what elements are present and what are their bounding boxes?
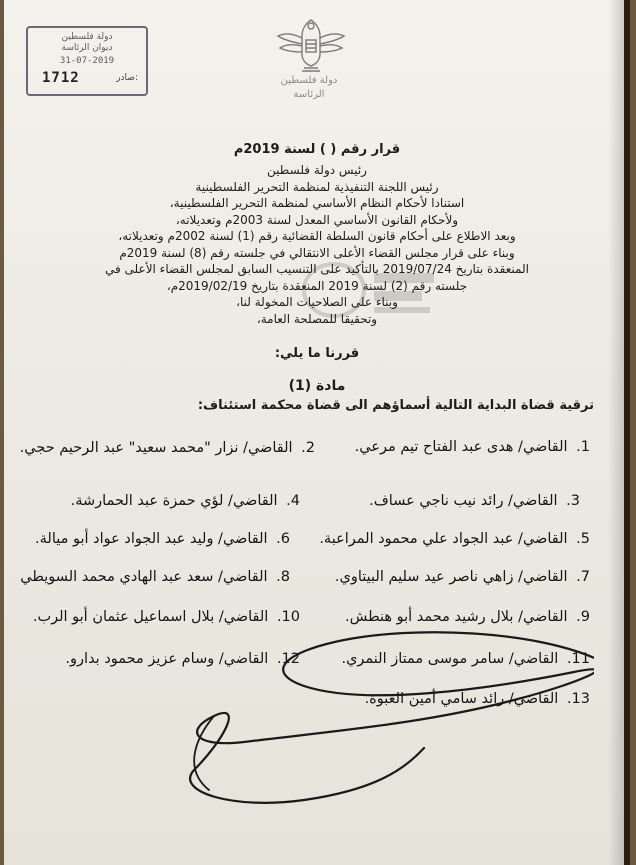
judge-name: القاضي/ هدى عبد الفتاح تيم مرعي. <box>354 439 568 455</box>
list-item <box>20 566 590 602</box>
judge-entry <box>369 490 580 512</box>
reference-stamp <box>26 26 148 96</box>
preamble-line: رئيس دولة فلسطين <box>267 163 367 177</box>
stamp-date: 31-07-2019 <box>59 56 115 66</box>
stamp-line-1: دولة فلسطين <box>61 32 113 42</box>
document-page <box>4 0 630 865</box>
stamp-line-2: ديوان الرئاسة <box>61 43 113 53</box>
handwritten-signature <box>154 620 594 820</box>
promotion-statement: ترقية قضاة البداية التالية أسماؤهم الى قضاة محكمة استئناف: <box>197 398 594 413</box>
page-edge <box>624 0 630 865</box>
judge-name: القاضي/ سامر موسى ممتاز النمري. <box>341 651 559 667</box>
judge-name: القاضي/ رائد سامي أمين العبوة. <box>364 691 559 707</box>
list-item <box>28 528 590 564</box>
judge-number: 10. <box>276 609 300 625</box>
judge-name: القاضي/ عبد الجواد علي محمود المراعبة. <box>319 531 568 547</box>
header-letterhead <box>234 74 384 102</box>
judge-name: القاضي/ وليد عبد الجواد عواد أبو ميالة. <box>35 531 268 547</box>
list-item <box>28 490 590 526</box>
preamble-line: استنادا لأحكام النظام الأساسي لمنظمة التحرير الفلسطينية، <box>169 196 465 210</box>
preamble-line: ولأحكام القانون الأساسي المعدل لسنة 2003م وتعديلاته، <box>175 212 459 227</box>
judge-number: 3. <box>566 493 580 509</box>
judge-number: 2. <box>301 440 315 456</box>
decision-title: قرار رقم ( ) لسنة 2019م <box>233 142 401 157</box>
judge-entry <box>15 436 315 460</box>
judge-number: 6. <box>276 531 290 547</box>
judge-number: 5. <box>576 531 590 547</box>
preamble <box>44 162 590 327</box>
preamble-line: وبناء على الصلاحيات المخولة لنا، <box>236 295 398 309</box>
preamble-line: جلسته رقم (2) لسنة 2019 المنعقدة بتاريخ 2019/02/19م، <box>166 278 468 293</box>
judge-number: 4. <box>286 493 300 509</box>
judge-name: القاضي/ سعد عبد الهادي محمد السويطي <box>20 569 268 585</box>
article-heading: مادة (1) <box>288 378 346 394</box>
judge-number: 1. <box>576 439 590 455</box>
judge-name: القاضي/ نزار "محمد سعيد" عبد الرحيم حجي. <box>19 440 293 456</box>
eagle-emblem-icon <box>272 14 350 74</box>
judge-number: 11. <box>566 651 590 667</box>
judge-name: القاضي/ رائد نيب ناجي عساف. <box>369 493 558 509</box>
judge-name: القاضي/ زاهي ناصر عيد سليم البيتاوي. <box>334 569 568 585</box>
judge-name: القاضي/ لؤي حمزة عبد الحمارشة. <box>70 493 278 509</box>
header-country: دولة فلسطين <box>280 75 338 86</box>
judge-number: 7. <box>576 569 590 585</box>
stamp-number: 1712 <box>42 70 80 86</box>
judge-number: 9. <box>576 609 590 625</box>
judge-entry <box>71 490 300 512</box>
judge-entry <box>335 566 590 588</box>
judge-entry <box>35 528 290 550</box>
preamble-line: وتحقيقا للمصلحة العامة، <box>256 311 378 326</box>
judge-entry <box>355 436 590 458</box>
judge-name: القاضي/ بلال اسماعيل عثمان أبو الرب. <box>32 609 269 625</box>
judge-entry <box>319 528 590 550</box>
list-item <box>19 436 590 472</box>
judge-name: القاضي/ وسام عزيز محمود بدارو. <box>65 651 269 667</box>
judge-number: 12. <box>276 651 300 667</box>
preamble-line: وبعد الاطلاع على أحكام قانون السلطة القضائية رقم (1) لسنة 2002م وتعديلاته، <box>118 229 516 243</box>
judge-entry <box>20 566 290 588</box>
judge-number: 8. <box>276 569 290 585</box>
stamp-number-label: صادر: <box>116 73 138 83</box>
resolved-heading: قررنا ما يلي: <box>274 346 360 361</box>
preamble-line: المنعقدة بتاريخ 2019/07/24 بالتأكيد على التنسيب السابق لمجلس القضاء الأعلى في <box>105 262 529 276</box>
preamble-line: رئيس اللجنة التنفيذية لمنظمة التحرير الفلسطينية <box>195 179 439 194</box>
header-office: الرئاسة <box>293 89 325 100</box>
preamble-line: وبناء على قرار مجلس القضاء الأعلى الانتقالي في جلسته رقم (8) لسنة 2019م <box>119 245 515 260</box>
judge-number: 13. <box>566 691 590 707</box>
judge-name: القاضي/ بلال رشيد محمد أبو هنطش. <box>344 609 568 625</box>
